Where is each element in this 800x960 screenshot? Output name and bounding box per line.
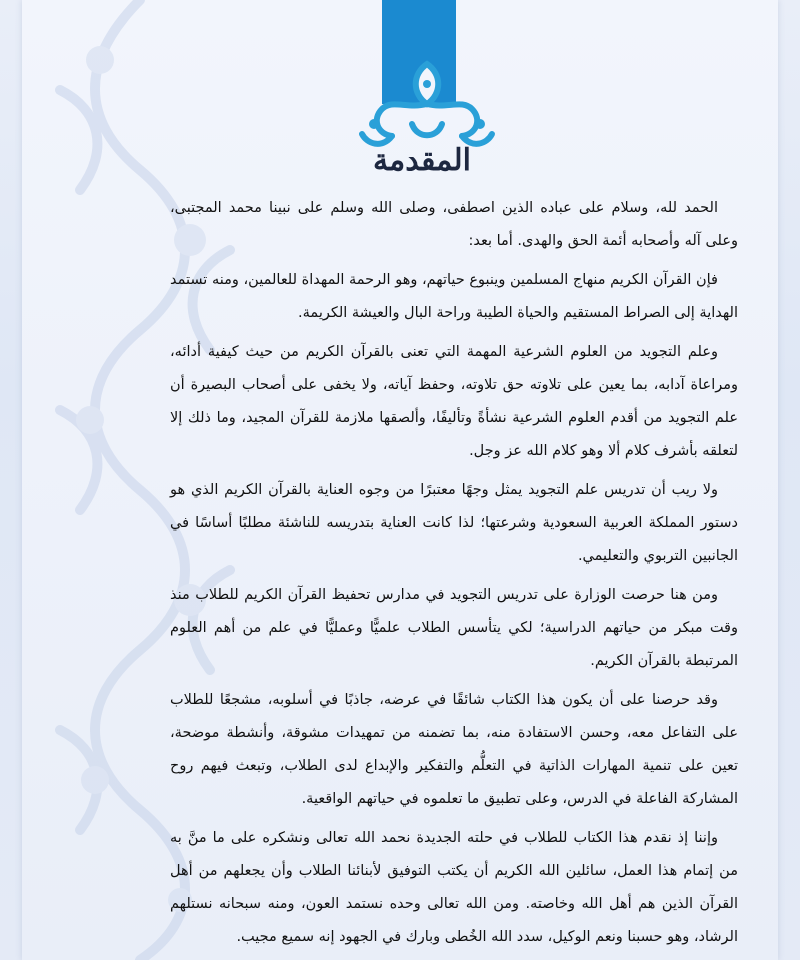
paragraph: ومن هنا حرصت الوزارة على تدريس التجويد في مدارس تحفيظ القرآن الكريم للطلاب منذ وقت مبكر من حياتهم الدراسية؛ لكي يتأسس الطلاب علميًّا وعمليًّا في علم من أهم العلوم المرتبطة بالقرآن الكريم.	[170, 587, 738, 669]
section-title: المقدمة	[373, 143, 471, 178]
paragraph: فإن القرآن الكريم منهاج المسلمين وينبوع حياتهم، وهو الرحمة المهداة للعالمين، ومنه تستمد الهداية إلى الصراط المستقيم والحياة الطيبة وراحة البال والعيشة الكريمة.	[170, 272, 738, 321]
book-page	[22, 0, 778, 960]
paragraph: ولا ريب أن تدريس علم التجويد يمثل وجهًا معتبرًا من وجوه العناية بالقرآن الكريم الذي هو دستور المملكة العربية السعودية وشرعتها؛ لذا كانت العناية بتدريسه للناشئة مطلبًا أساسًا في الجانبين التربوي والتعليمي.	[170, 482, 738, 564]
introduction-body	[170, 192, 738, 960]
paragraph: وعلم التجويد من العلوم الشرعية المهمة التي تعنى بالقرآن الكريم من حيث كيفية أدائه، ومراعاة آدابه، بما يعين على تلاوته حق تلاوته، وحفظ آياته، ولا يخفى على أصحاب البصيرة أن علم التجويد من أقدم العلوم الشرعية نشأةً وتأليفًا، وألصقها ملازمة للقرآن المجيد، وما ذلك إلا لتعلقه بأشرف كلام ألا وهو كلام الله عز وجل.	[170, 344, 738, 459]
paragraph: وإننا إذ نقدم هذا الكتاب للطلاب في حلته الجديدة نحمد الله تعالى ونشكره على ما منَّ به من إتمام هذا العمل، سائلين الله الكريم أن يكتب التوفيق لأبنائنا الطلاب وأن يجعلهم من أهل القرآن الذين هم أهل الله وخاصته. ومن الله تعالى وحده نستمد العون، ومنه سبحانه نستلهم الرشاد، وهو حسبنا ونعم الوكيل، سدد الله الخُطى وبارك في الجهود إنه سميع مجيب.	[170, 830, 738, 945]
paragraph: وقد حرصنا على أن يكون هذا الكتاب شائقًا في عرضه، جاذبًا في أسلوبه، مشجعًا للطلاب على التفاعل معه، وحسن الاستفادة منه، بما تضمنه من تمهيدات مشوقة، وأنشطة موضحة، تعين على تنمية المهارات الذاتية في التعلُّم والتفكير والإبداع لدى الطلاب، وتبعث فيهم روح المشاركة الفاعلة في الدرس، وعلى تطبيق ما تعلموه في حياتهم الواقعية.	[170, 692, 738, 807]
paragraph: الحمد لله، وسلام على عباده الذين اصطفى، وصلى الله وسلم على نبينا محمد المجتبى، وعلى آله وأصحابه أئمة الحق والهدى. أما بعد:	[170, 200, 738, 249]
